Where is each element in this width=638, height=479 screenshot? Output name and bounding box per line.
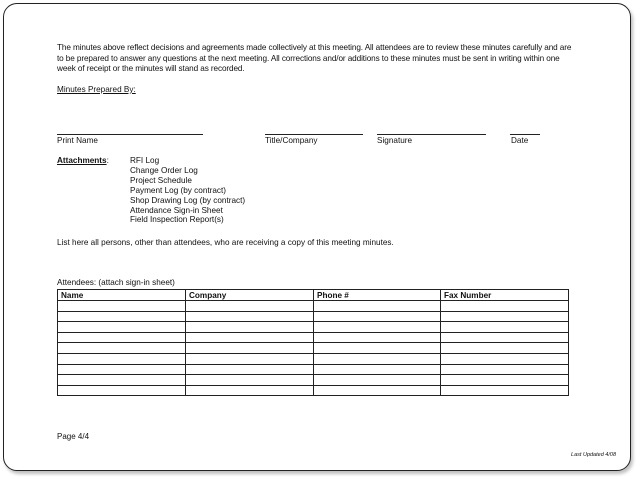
table-cell[interactable] [314,311,441,322]
table-cell[interactable] [58,375,186,386]
minutes-prepared-by-label: Minutes Prepared By: [57,85,136,94]
print-name-label: Print Name [57,136,98,145]
table-cell[interactable] [58,322,186,333]
table-cell[interactable] [186,311,314,322]
table-cell[interactable] [186,353,314,364]
table-cell[interactable] [441,301,569,312]
attachments-heading [57,156,109,165]
table-cell[interactable] [314,353,441,364]
table-cell[interactable] [58,343,186,354]
header-fax-number: Fax Number [441,290,569,301]
header-name: Name [58,290,186,301]
table-cell[interactable] [58,353,186,364]
signature-line [377,134,486,135]
table-cell[interactable] [186,385,314,396]
table-cell[interactable] [186,375,314,386]
table-row [58,322,569,333]
table-cell[interactable] [314,343,441,354]
date-line [510,134,540,135]
attachment-item: Field Inspection Report(s) [130,215,224,225]
table-header-row [58,290,569,301]
disclaimer-paragraph: The minutes above reflect decisions and agreements made collectively at this meeting. All attendees are to review these minutes carefully and are to be prepared to answer any questions at the next meeting. All corrections and/or additions to these minutes must be sent in writing within one week of receipt or the minutes will stand as recorded. [57,43,572,73]
table-cell[interactable] [186,301,314,312]
title-company-label: Title/Company [265,136,318,145]
table-row [58,375,569,386]
table-cell[interactable] [441,364,569,375]
distribution-instruction: List here all persons, other than attendees, who are receiving a copy of this meeting minutes. [57,238,394,247]
table-cell[interactable] [314,385,441,396]
header-phone: Phone # [314,290,441,301]
table-cell[interactable] [441,343,569,354]
table-cell[interactable] [314,332,441,343]
table-cell[interactable] [314,301,441,312]
attachment-item: Change Order Log [130,165,198,175]
table-row [58,343,569,354]
table-cell[interactable] [314,375,441,386]
table-cell[interactable] [441,375,569,386]
table-cell[interactable] [314,322,441,333]
table-cell[interactable] [441,332,569,343]
table-cell[interactable] [441,353,569,364]
attachment-item: Project Schedule [130,175,192,185]
date-label: Date [511,136,529,145]
attachments-label: Attachments [57,156,107,165]
attachments-list [130,156,245,225]
attachment-item: Payment Log (by contract) [130,185,227,195]
attendees-label: Attendees: (attach sign-in sheet) [57,278,175,287]
table-row [58,332,569,343]
page-number: Page 4/4 [57,432,90,441]
attachment-item: Shop Drawing Log (by contract) [130,195,246,205]
table-cell[interactable] [441,311,569,322]
table-cell[interactable] [186,322,314,333]
attachments-colon: : [106,156,109,165]
attendees-table-body [58,301,569,396]
attendees-table [57,289,569,396]
last-updated-note: Last Updated 4/08 [571,452,616,458]
signature-label: Signature [377,136,413,145]
table-cell[interactable] [58,311,186,322]
table-row [58,353,569,364]
attachment-item: RFI Log [130,156,160,165]
table-row [58,301,569,312]
table-row [58,311,569,322]
table-cell[interactable] [186,343,314,354]
print-name-line [57,134,203,135]
table-cell[interactable] [441,322,569,333]
table-cell[interactable] [58,301,186,312]
table-cell[interactable] [58,332,186,343]
table-cell[interactable] [58,385,186,396]
table-cell[interactable] [186,364,314,375]
table-row [58,385,569,396]
header-company: Company [186,290,314,301]
table-cell[interactable] [441,385,569,396]
table-cell[interactable] [58,364,186,375]
attachment-item: Attendance Sign-in Sheet [130,205,223,215]
title-company-line [265,134,363,135]
table-cell[interactable] [314,364,441,375]
table-cell[interactable] [186,332,314,343]
table-row [58,364,569,375]
